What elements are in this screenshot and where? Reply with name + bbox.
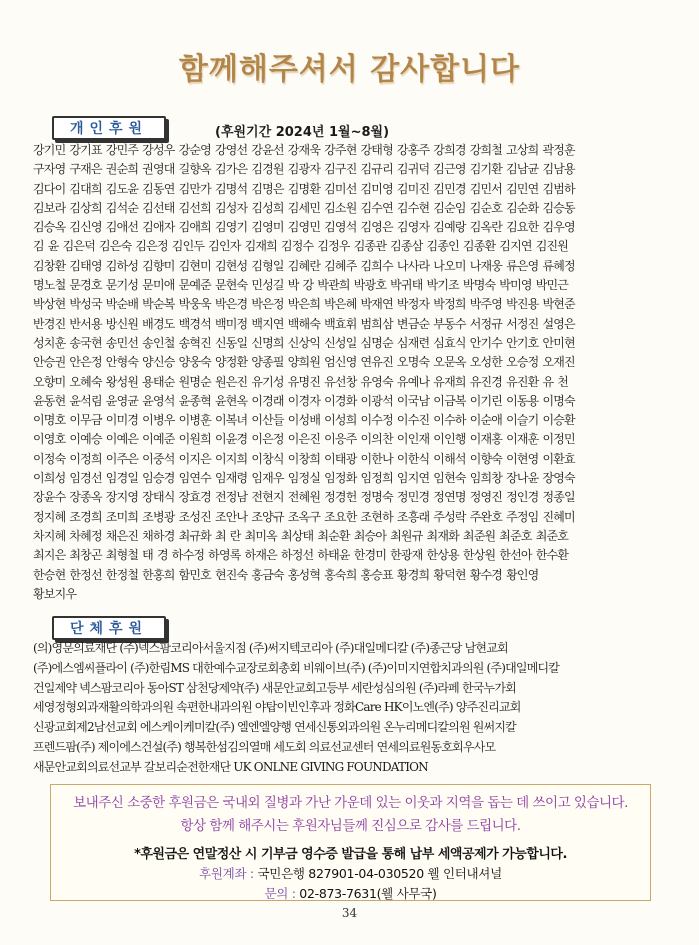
notice-contact-line: 문의 : 02-873-7631(웰 사무국) bbox=[264, 886, 437, 901]
account-value: 국민은행 827901-04-030520 웰 인터내셔널 bbox=[257, 866, 502, 881]
group-donor-list: (의)영문의료재단 (주)넥스팜코리아서울지점 (주)써지텍코리아 (주)대일메디칼 (주)종근당 남현교회 (주)에스엠씨플라이 (주)한림MS 대한예수교장로회총회 비웨이브(주) (주)이미지연합치과의원 (주)대일메디칼 건일제약 넥스팜코리아 동아ST 삼천당제약(주) 새문안교회고등부 세란성심의원 (주)라페 한국누가회 세영정형외과재활의학과의원 속편한내과의원 야탑이빈인후과 정화Care HK이노엔(주) 양주진리교회 신광교회제2남선교회 에스케이케미칼(주) 엘엔엘양행 연세신통외과의원 온누리메디칼의원 원써지칼 프렌드팜(주) 제이에스건설(주) 행복한섬김의열매 세도회 의료선교센터 연세의료원동호회우사모 새문안교회의료선교부 갈보리순전한재단 UK ONLNE GIVING FOUNDATION bbox=[33, 641, 560, 774]
account-label: 후원계좌 bbox=[199, 866, 247, 881]
page-number: 34 bbox=[341, 906, 358, 920]
group-section-tag: 단체후원 bbox=[52, 616, 166, 640]
page-title: 함께해주셔서 감사합니다 bbox=[178, 52, 521, 87]
notice-box bbox=[50, 784, 651, 901]
individual-section-tag: 개인후원 bbox=[52, 116, 166, 140]
contact-label: 문의 bbox=[264, 886, 289, 901]
donation-period: (후원기간 2024년 1월~8월) bbox=[215, 125, 390, 140]
notice-thanks-text: 보내주신 소중한 후원금은 국내외 질병과 가난 가운데 있는 이웃과 지역을 돕는 데 쓰이고 있습니다. 항상 함께 해주시는 후원자님들께 진심으로 감사를 드립니다. bbox=[73, 795, 628, 834]
notice-account-line: 후원계좌 : 국민은행 827901-04-030520 웰 인터내셔널 bbox=[199, 866, 502, 881]
individual-donor-list: 강기민 강기표 강민주 강성우 강순영 강영선 강윤선 강재욱 강주현 강태형 강홍주 강희경 강희철 고상희 곽정훈 구자영 구재은 권순희 권영대 길향옥 김가은 김경원 김광자 김구진 김규리 김귀덕 김근영 김기환 김남균 김남용 김다이 김대희 김도윤 김동연 김만가 김명석 김명은 김명환 김미선 김미영 김미진 김민경 김민서 김민연 김범하 김보라 김상희 김석순 김선태 김선희 김성자 김성희 김세민 김소원 김수연 김수현 김순임 김순호 김순화 김승동 김승옥 김신영 김애선 김애자 김애희 김영기 김영미 김영민 김영석 김영은 김영자 김예랑 김옥란 김요한 김우영 김 윤 김은덕 김은숙 김은정 김인두 김인자 김재희 김정수 김정우 김종관 김종삼 김종인 김종환 김지연 김진원 김창환 김태영 김하성 김향미 김현미 김현성 김형일 김혜란 김혜주 김희수 나사라 나오미 나재웅 류은영 류혜정 명노철 문경호 문기성 문미애 문예준 문현숙 민성길 박 강 박관희 박광호 박귀태 박기조 박명숙 박미영 박민근 박상현 박성국 박순배 박순복 박웅욱 박은경 박은정 박은희 박은혜 박재연 박정자 박정희 박주영 박진용 박현준 반경진 반서용 방신원 배경도 백경석 백미정 백지연 백해숙 백효휘 범희삼 변금순 부동수 서정규 서정진 설영은 성치훈 송국현 송민선 송인철 송혁진 신동일 신명희 신상익 신성일 심명순 심재련 심효식 안기수 안기호 안미현 안승권 안은정 안형숙 양신승 양웅숙 양정환 양종필 양희원 엄신영 연유진 오명숙 오문옥 오성한 오승정 오재진 오향미 오혜숙 왕성원 용태순 원명순 원은진 유기성 유명진 유선창 유영숙 유예나 유재희 유진경 유진환 유 천 윤동현 윤석림 윤영균 윤영석 윤종혁 윤현옥 이경래 이경자 이경화 이광석 이국남 이금복 이기린 이동용 이명숙 이명호 이무금 이미경 이병우 이병훈 이복녀 이산들 이성배 이성희 이수정 이수진 이수하 이순애 이슬기 이승환 이영호 이예승 이예은 이예준 이원희 이윤경 이은정 이은진 이응주 이의찬 이인재 이인행 이재홍 이재훈 이정민 이정숙 이정희 이주은 이중석 이지은 이지희 이창식 이창희 이태광 이한나 이한식 이해석 이향숙 이현영 이환효 이희성 임경선 임경일 임승경 임연수 임재령 임재우 임정실 임정화 임정희 임지연 임현숙 임희창 장나윤 장영숙 장윤수 장종옥 장지영 장태식 장효경 전정남 전현지 전혜원 정경헌 정명숙 정민경 정연명 정영진 정인경 정종일 정지혜 조경희 조미희 조병광 조성진 조안나 조양규 조옥구 조요한 조현하 조흥래 주성락 주완호 주정임 진혜미 차지혜 차혜정 채은진 채하경 최규화 최 란 최미옥 최상태 최순환 최승아 최원규 최재화 최준원 최준호 최준호 최지은 최창곤 최형철 태 경 하수정 하영록 하재은 하정선 하태윤 한경미 한광재 한상용 한상원 한선아 한수환 한승현 한정선 한정철 한홍희 함민호 현진숙 홍금숙 홍성혁 홍숙희 홍승표 황경희 황덕현 황수경 황인영 황보지우 bbox=[33, 143, 575, 601]
contact-value: 02-873-7631(웰 사무국) bbox=[299, 886, 437, 901]
notice-tax-text: *후원금은 연말정산 시 기부금 영수증 발급을 통해 납부 세액공제가 가능합니다. bbox=[134, 847, 567, 862]
